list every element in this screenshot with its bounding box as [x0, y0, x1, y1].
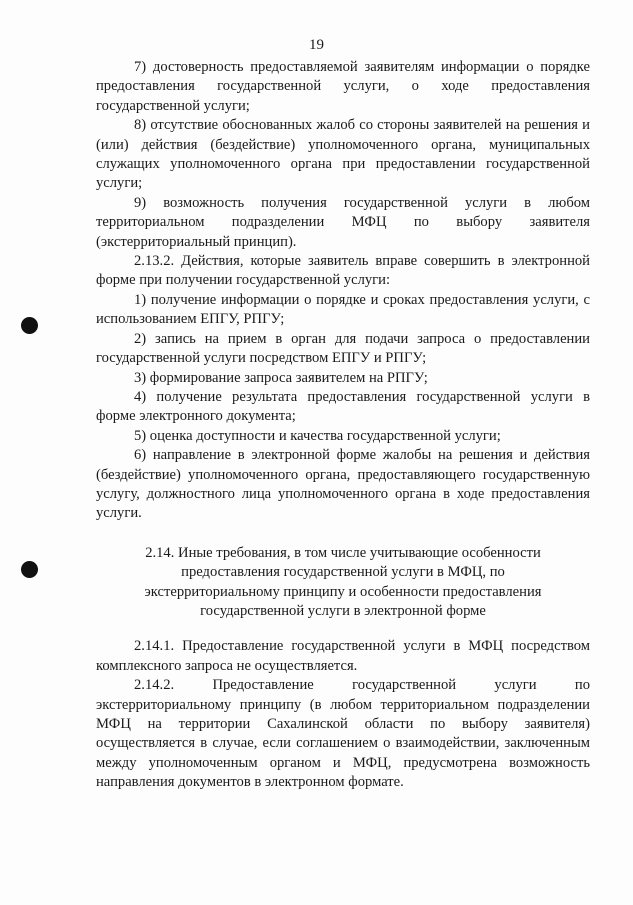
section-2-14-heading: 2.14. Иные требования, в том числе учитывающие особенности предоставления государственной услуги в МФЦ, по экстерриториальному принципу и особенности предоставления государственной услуги в электронной форме [144, 544, 542, 619]
punch-hole [21, 317, 38, 334]
document-body [96, 58, 590, 793]
item-7-paragraph: 7) достоверность предоставляемой заявителям информации о порядке предоставления государственной услуги, о ходе предоставления государственной услуги; [96, 59, 590, 114]
action-6-paragraph: 6) направление в электронной форме жалобы на решения и действия (бездействие) уполномоченного органа, предоставляющего государственную услугу, должностного лица уполномоченного органа в ходе предоставления услуги. [96, 447, 590, 522]
action-3-paragraph: 3) формирование запроса заявителем на РПГУ; [134, 369, 428, 386]
action-1-paragraph: 1) получение информации о порядке и сроках предоставления услуги, с использованием ЕПГУ, РПГУ; [96, 291, 590, 328]
clause-2-13-2-paragraph: 2.13.2. Действия, которые заявитель вправе совершить в электронной форме при получении государственной услуги: [96, 253, 590, 289]
page-number: 19 [309, 37, 324, 53]
item-9-paragraph: 9) возможность получения государственной услуги в любом территориальном подразделении МФЦ по выбору заявителя (экстерриториальный принцип). [96, 194, 590, 250]
action-2-paragraph: 2) запись на прием в орган для подачи запроса о предоставлении государственной услуги посредством ЕПГУ и РПГУ; [96, 330, 590, 367]
item-8-paragraph: 8) отсутствие обоснованных жалоб со стороны заявителей на решения и (или) действия (бездействие) уполномоченного органа, муниципальных служащих уполномоченного органа при предоставлении государственной услуги; [96, 117, 590, 192]
punch-hole [21, 561, 38, 578]
clause-2-14-2-paragraph: 2.14.2. Предоставление государственной услуги по экстерриториальному принципу (в любом территориальном подразделении МФЦ на территории Сахалинской области по выбору заявителя) осуществляется в случае, если соглашением о взаимодействии, заключенным между уполномоченным органом и МФЦ, предусмотрена возможность направления документов в электронном формате. [96, 677, 590, 791]
action-5-paragraph: 5) оценка доступности и качества государственной услуги; [134, 427, 501, 444]
clause-2-14-1-paragraph: 2.14.1. Предоставление государственной услуги в МФЦ посредством комплексного запроса не осуществляется. [96, 638, 590, 674]
action-4-paragraph: 4) получение результата предоставления государственной услуги в форме электронного документа; [96, 388, 590, 425]
